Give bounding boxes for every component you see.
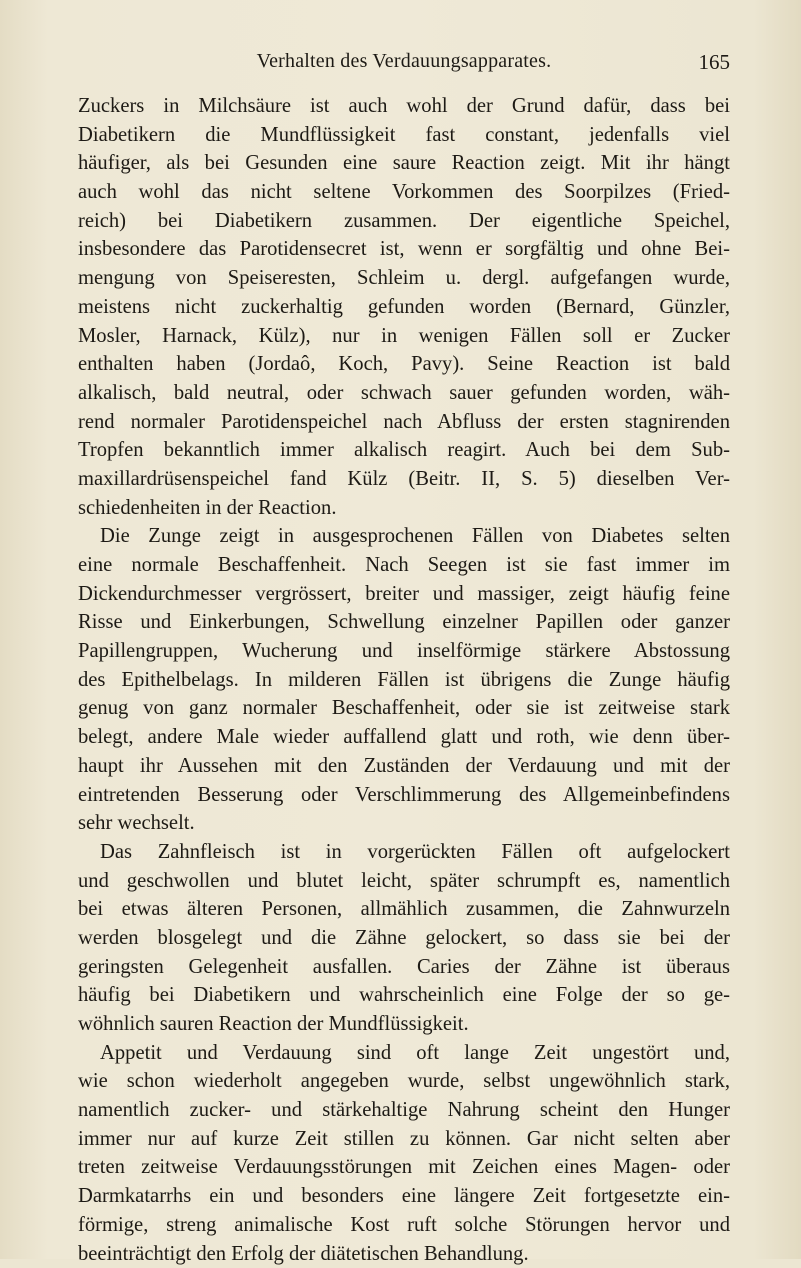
text-line: wöhnlich sauren Reaction der Mundflüssigkeit. bbox=[78, 1010, 730, 1039]
page-number: 165 bbox=[699, 50, 731, 75]
text-line: treten zeitweise Verdauungsstörungen mit Zeichen eines Magen- oder bbox=[78, 1153, 730, 1182]
text-line: auch wohl das nicht seltene Vorkommen des Soorpilzes (Fried- bbox=[78, 178, 730, 207]
text-line: Dickendurchmesser vergrössert, breiter und massiger, zeigt häufig feine bbox=[78, 580, 730, 609]
text-line: sehr wechselt. bbox=[78, 809, 730, 838]
text-line: Tropfen bekanntlich immer alkalisch reagirt. Auch bei dem Sub- bbox=[78, 436, 730, 465]
text-line: belegt, andere Male wieder auffallend glatt und roth, wie denn über- bbox=[78, 723, 730, 752]
text-line: eintretenden Besserung oder Verschlimmerung des Allgemeinbefindens bbox=[78, 781, 730, 810]
text-line: meistens nicht zuckerhaltig gefunden worden (Bernard, Günzler, bbox=[78, 293, 730, 322]
text-line: häufiger, als bei Gesunden eine saure Reaction zeigt. Mit ihr hängt bbox=[78, 149, 730, 178]
page-header bbox=[78, 50, 730, 78]
text-line: namentlich zucker- und stärkehaltige Nahrung scheint den Hunger bbox=[78, 1096, 730, 1125]
text-line: förmige, streng animalische Kost ruft solche Störungen hervor und bbox=[78, 1211, 730, 1240]
text-line: bei etwas älteren Personen, allmählich zusammen, die Zahnwurzeln bbox=[78, 895, 730, 924]
text-line: wie schon wiederholt angegeben wurde, selbst ungewöhnlich stark, bbox=[78, 1067, 730, 1096]
text-line: mengung von Speiseresten, Schleim u. dergl. aufgefangen wurde, bbox=[78, 264, 730, 293]
text-line: Papillengruppen, Wucherung und inselförmige stärkere Abstossung bbox=[78, 637, 730, 666]
text-line: enthalten haben (Jordaô, Koch, Pavy). Seine Reaction ist bald bbox=[78, 350, 730, 379]
text-line: alkalisch, bald neutral, oder schwach sauer gefunden worden, wäh- bbox=[78, 379, 730, 408]
text-line: eine normale Beschaffenheit. Nach Seegen ist sie fast immer im bbox=[78, 551, 730, 580]
text-line: Zuckers in Milchsäure ist auch wohl der Grund dafür, dass bei bbox=[78, 92, 730, 121]
text-line: Risse und Einkerbungen, Schwellung einzelner Papillen oder ganzer bbox=[78, 608, 730, 637]
text-line: Darmkatarrhs ein und besonders eine längere Zeit fortgesetzte ein- bbox=[78, 1182, 730, 1211]
text-line: maxillardrüsenspeichel fand Külz (Beitr. II, S. 5) dieselben Ver- bbox=[78, 465, 730, 494]
text-line: geringsten Gelegenheit ausfallen. Caries der Zähne ist überaus bbox=[78, 953, 730, 982]
text-line: Diabetikern die Mundflüssigkeit fast constant, jedenfalls viel bbox=[78, 121, 730, 150]
text-line: immer nur auf kurze Zeit stillen zu können. Gar nicht selten aber bbox=[78, 1125, 730, 1154]
text-line: reich) bei Diabetikern zusammen. Der eigentliche Speichel, bbox=[78, 207, 730, 236]
body-text bbox=[78, 92, 730, 1268]
paragraph-start-line: Appetit und Verdauung sind oft lange Zeit ungestört und, bbox=[78, 1039, 730, 1068]
text-line: und geschwollen und blutet leicht, später schrumpft es, namentlich bbox=[78, 867, 730, 896]
text-line: rend normaler Parotidenspeichel nach Abfluss der ersten stagnirenden bbox=[78, 408, 730, 437]
paragraph-start-line: Das Zahnfleisch ist in vorgerückten Fällen oft aufgelockert bbox=[78, 838, 730, 867]
text-line: schiedenheiten in der Reaction. bbox=[78, 494, 730, 523]
paragraph-start-line: Die Zunge zeigt in ausgesprochenen Fällen von Diabetes selten bbox=[78, 522, 730, 551]
text-line: des Epithelbelags. In milderen Fällen ist übrigens die Zunge häufig bbox=[78, 666, 730, 695]
text-line: Mosler, Harnack, Külz), nur in wenigen Fällen soll er Zucker bbox=[78, 322, 730, 351]
text-line: genug von ganz normaler Beschaffenheit, oder sie ist zeitweise stark bbox=[78, 694, 730, 723]
text-line: haupt ihr Aussehen mit den Zuständen der Verdauung und mit der bbox=[78, 752, 730, 781]
running-title: Verhalten des Verdauungsapparates. bbox=[78, 50, 730, 73]
text-line: werden blosgelegt und die Zähne gelockert, so dass sie bei der bbox=[78, 924, 730, 953]
text-line: beeinträchtigt den Erfolg der diätetischen Behandlung. bbox=[78, 1240, 730, 1268]
text-line: häufig bei Diabetikern und wahrscheinlich eine Folge der so ge- bbox=[78, 981, 730, 1010]
text-line: insbesondere das Parotidensecret ist, wenn er sorgfältig und ohne Bei- bbox=[78, 235, 730, 264]
